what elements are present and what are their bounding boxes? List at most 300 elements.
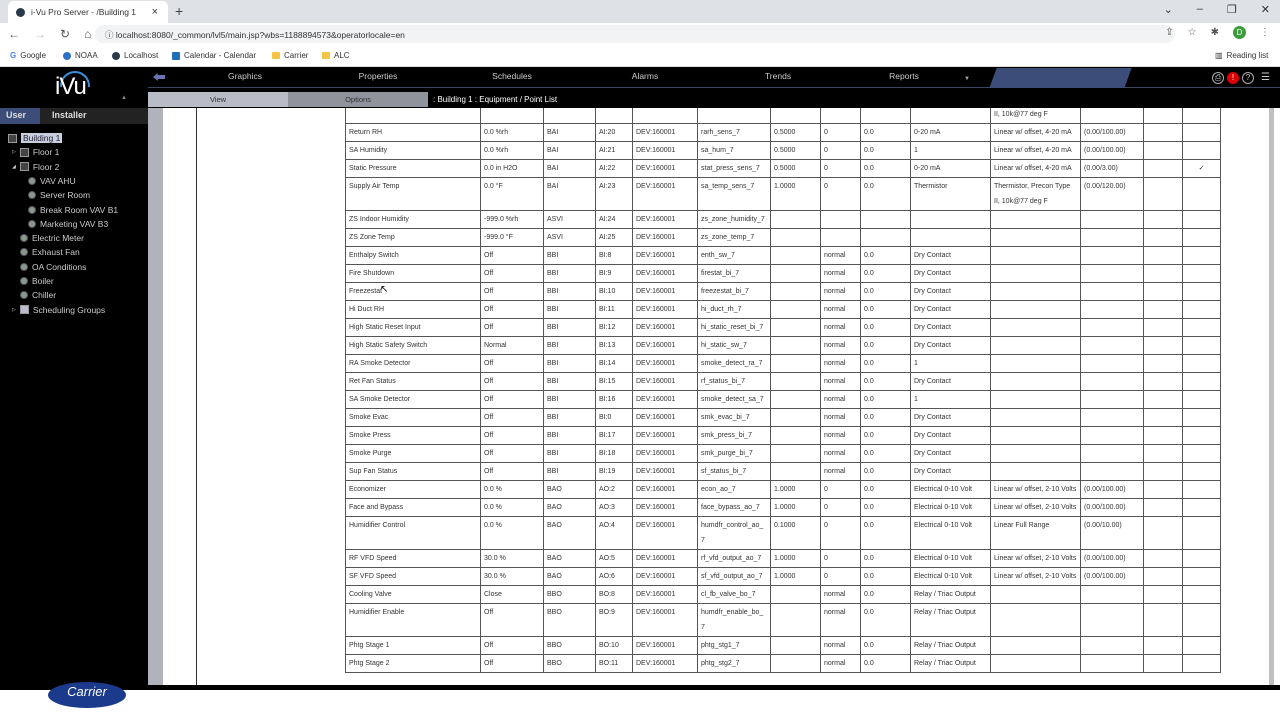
table-cell: Economizer [346, 481, 481, 499]
table-row[interactable] [346, 142, 1221, 160]
table-cell: 0 [821, 568, 861, 586]
table-row[interactable] [346, 409, 1221, 427]
table-row[interactable] [346, 160, 1221, 178]
table-row[interactable] [346, 108, 1221, 124]
table-row[interactable] [346, 124, 1221, 142]
table-cell: DEV:160001 [633, 427, 698, 445]
tree-item-label: Break Room VAV B1 [40, 204, 119, 215]
bookmark-alc[interactable] [322, 51, 350, 60]
table-cell [821, 229, 861, 247]
tree-item[interactable] [20, 247, 80, 257]
url-input[interactable]: ⓘ localhost:8080/_common/lvl5/main.jsp?wbs=1188894573&operatorlocale=en [95, 25, 1175, 43]
table-cell [1183, 391, 1221, 409]
carrier-logo [48, 682, 126, 708]
table-cell: stat_press_sens_7 [698, 160, 771, 178]
table-cell: BAI [544, 178, 596, 211]
table-cell: SA Smoke Detector [346, 391, 481, 409]
point-list-panel [148, 108, 1280, 685]
bookmark-noaa[interactable] [63, 51, 98, 60]
bookmark-google[interactable] [10, 51, 46, 60]
extensions-icon[interactable]: ✱ [1210, 27, 1219, 38]
table-cell: Phtg Stage 2 [346, 655, 481, 673]
table-cell: Off [481, 463, 544, 481]
table-cell: Dry Contact [911, 445, 991, 463]
table-cell [771, 373, 821, 391]
table-cell [1144, 568, 1183, 586]
home-icon[interactable]: ⌂ [84, 27, 92, 41]
breadcrumb: : Building 1 : Equipment / Point List [433, 95, 558, 104]
table-cell [1183, 409, 1221, 427]
reading-list-label: Reading list [1226, 51, 1269, 60]
table-cell: normal [821, 301, 861, 319]
tree-item[interactable] [8, 133, 62, 143]
table-cell: Relay / Triac Output [911, 586, 991, 604]
table-cell: normal [821, 463, 861, 481]
table-row[interactable] [346, 445, 1221, 463]
table-cell [991, 247, 1081, 265]
table-cell: Smoke Evac [346, 409, 481, 427]
table-cell: -999.0 °F [481, 229, 544, 247]
table-cell: phtg_stg1_7 [698, 637, 771, 655]
table-cell: 0.0 [861, 319, 911, 337]
table-cell [1183, 229, 1221, 247]
table-cell [1081, 229, 1144, 247]
table-cell: Dry Contact [911, 463, 991, 481]
table-cell: DEV:160001 [633, 517, 698, 550]
table-cell: DEV:160001 [633, 178, 698, 211]
table-cell [1144, 586, 1183, 604]
table-cell [1144, 211, 1183, 229]
table-cell: BI:19 [596, 463, 633, 481]
table-cell: DEV:160001 [633, 445, 698, 463]
table-cell: BBI [544, 265, 596, 283]
table-cell [1183, 463, 1221, 481]
table-cell: BI:15 [596, 373, 633, 391]
tab-search-icon[interactable]: ⌄ [1163, 4, 1173, 16]
table-cell: 0 [821, 160, 861, 178]
table-cell: rarh_sens_7 [698, 124, 771, 142]
collapse-icon[interactable]: ◢ [12, 163, 16, 170]
table-cell: Freezestat [346, 283, 481, 301]
table-row[interactable] [346, 586, 1221, 604]
table-cell [1183, 445, 1221, 463]
print-icon[interactable]: ⎙ [1212, 72, 1224, 84]
table-cell [1144, 604, 1183, 637]
table-cell: BI:10 [596, 283, 633, 301]
table-cell: Normal [481, 337, 544, 355]
tab-options[interactable]: Options [288, 92, 428, 107]
table-cell [1183, 124, 1221, 142]
table-row[interactable] [346, 229, 1221, 247]
table-cell: normal [821, 445, 861, 463]
table-cell: Humidifier Control [346, 517, 481, 550]
table-row[interactable] [346, 319, 1221, 337]
table-row[interactable] [346, 463, 1221, 481]
table-cell: 0.1000 [771, 517, 821, 550]
tree-item-label: Marketing VAV B3 [40, 218, 109, 229]
profile-avatar[interactable]: D [1233, 26, 1246, 39]
table-cell: ZS Zone Temp [346, 229, 481, 247]
expand-icon[interactable]: ▷ [12, 306, 16, 313]
tab-schedules[interactable]: Schedules [492, 71, 532, 81]
table-cell [1081, 463, 1144, 481]
table-cell: BAI [544, 160, 596, 178]
tab-graphics[interactable]: Graphics [227, 71, 263, 81]
table-cell [861, 108, 911, 124]
close-window-icon[interactable]: ✕ [1260, 4, 1270, 16]
table-cell: DEV:160001 [633, 355, 698, 373]
table-cell: Dry Contact [911, 427, 991, 445]
table-cell [771, 604, 821, 637]
table-cell [1144, 108, 1183, 124]
share-icon[interactable]: ⇪ [1165, 27, 1174, 38]
table-cell: 0 [821, 499, 861, 517]
ivu-favicon-icon [16, 8, 25, 17]
table-cell [1183, 481, 1221, 499]
help-icon[interactable]: ? [1242, 72, 1254, 84]
table-cell: 1 [911, 142, 991, 160]
table-cell [991, 229, 1081, 247]
folder-icon [272, 52, 280, 59]
table-cell: Smoke Purge [346, 445, 481, 463]
expand-icon[interactable]: ▷ [12, 149, 16, 156]
table-cell: Static Pressure [346, 160, 481, 178]
table-cell: Off [481, 373, 544, 391]
bookmark-star-icon[interactable]: ☆ [1187, 27, 1197, 38]
table-cell [596, 108, 633, 124]
forward-icon[interactable]: → [34, 27, 46, 41]
table-cell: (0.00/100.00) [1081, 124, 1144, 142]
table-row[interactable] [346, 355, 1221, 373]
table-cell [771, 108, 821, 124]
table-cell: sf_vfd_output_ao_7 [698, 568, 771, 586]
vertical-scrollbar[interactable] [1269, 108, 1274, 685]
table-cell [1081, 586, 1144, 604]
table-cell: BBO [544, 655, 596, 673]
tree-item[interactable] [12, 147, 59, 157]
table-cell [991, 463, 1081, 481]
table-cell: Off [481, 655, 544, 673]
table-cell: Linear w/ offset, 2-10 Volts [991, 550, 1081, 568]
equipment-icon [20, 291, 28, 299]
tree-item[interactable] [20, 276, 54, 286]
tab-properties[interactable]: Properties [358, 71, 398, 81]
table-cell: DEV:160001 [633, 337, 698, 355]
table-cell [991, 265, 1081, 283]
table-cell: smk_evac_bi_7 [698, 409, 771, 427]
close-tab-icon[interactable]: × [151, 6, 158, 18]
equipment-icon [28, 206, 36, 214]
table-cell: High Static Reset Input [346, 319, 481, 337]
table-cell: (0.00/100.00) [1081, 499, 1144, 517]
url-text: localhost:8080/_common/lvl5/main.jsp?wbs=1188894573&operatorlocale=en [115, 30, 405, 40]
table-cell [1144, 229, 1183, 247]
minimize-icon[interactable]: – [1196, 3, 1203, 15]
table-cell [1144, 319, 1183, 337]
table-row[interactable] [346, 499, 1221, 517]
table-cell: humdfr_enable_bo_7 [698, 604, 771, 637]
table-row[interactable] [346, 211, 1221, 229]
table-cell: BBI [544, 427, 596, 445]
equipment-icon [28, 191, 36, 199]
table-cell [1144, 142, 1183, 160]
tree-item-label: Exhaust Fan [32, 247, 80, 258]
table-cell: rf_status_bi_7 [698, 373, 771, 391]
table-cell [1144, 178, 1183, 211]
table-cell: 30.0 % [481, 550, 544, 568]
table-cell [771, 247, 821, 265]
tab-installer[interactable]: Installer [52, 110, 87, 120]
table-cell: 0.0 [861, 301, 911, 319]
table-cell [911, 229, 991, 247]
restore-icon[interactable]: ❐ [1226, 4, 1237, 16]
tree-item[interactable] [20, 290, 56, 300]
table-cell [1144, 283, 1183, 301]
table-cell: BI:11 [596, 301, 633, 319]
table-cell: zs_zone_humidity_7 [698, 211, 771, 229]
table-cell: 0.0 [861, 337, 911, 355]
reload-icon[interactable]: ↻ [60, 27, 71, 41]
tree-item[interactable] [12, 162, 59, 172]
table-cell: Smoke Press [346, 427, 481, 445]
table-cell [1081, 445, 1144, 463]
tab-view[interactable]: View [148, 92, 288, 107]
panel-divider[interactable] [148, 108, 163, 685]
table-cell: AO:3 [596, 499, 633, 517]
table-cell: Off [481, 604, 544, 637]
table-cell: BBI [544, 337, 596, 355]
table-row[interactable] [346, 604, 1221, 637]
table-cell: 1.0000 [771, 568, 821, 586]
table-cell: 0.0 [861, 604, 911, 637]
table-cell: Linear w/ offset, 2-10 Volts [991, 499, 1081, 517]
table-cell [771, 229, 821, 247]
tree-item-label: Building 1 [23, 133, 61, 143]
table-cell [1144, 655, 1183, 673]
browser-tab[interactable] [8, 1, 168, 23]
table-cell: Relay / Triac Output [911, 655, 991, 673]
bookmark-label: Carrier [284, 51, 309, 60]
table-cell [1183, 108, 1221, 124]
table-cell: hi_static_reset_bi_7 [698, 319, 771, 337]
ivu-logo: iVu [55, 73, 86, 100]
tree-item[interactable] [20, 233, 84, 243]
table-cell: AI:23 [596, 178, 633, 211]
table-cell: Linear w/ offset, 4-20 mA [991, 160, 1081, 178]
equipment-icon [28, 220, 36, 228]
table-cell: SA Humidity [346, 142, 481, 160]
table-cell: BO:8 [596, 586, 633, 604]
table-cell: Thermistor [911, 178, 991, 211]
table-row[interactable] [346, 301, 1221, 319]
table-cell: normal [821, 586, 861, 604]
table-cell: 0.0 %rh [481, 124, 544, 142]
table-cell: BBI [544, 301, 596, 319]
menu-icon[interactable]: ☰ [1261, 72, 1270, 83]
back-icon[interactable]: ← [8, 27, 20, 41]
table-row[interactable] [346, 517, 1221, 550]
table-row[interactable] [346, 391, 1221, 409]
table-cell: smoke_detect_sa_7 [698, 391, 771, 409]
table-cell [991, 391, 1081, 409]
table-cell: 0.0 [861, 637, 911, 655]
table-cell: DEV:160001 [633, 373, 698, 391]
table-cell: 30.0 % [481, 568, 544, 586]
table-cell: DEV:160001 [633, 247, 698, 265]
menu-icon[interactable]: ⋮ [1260, 27, 1270, 38]
tab-trends[interactable]: Trends [764, 71, 792, 81]
table-cell [1183, 283, 1221, 301]
building-icon [20, 162, 29, 171]
table-cell [1144, 247, 1183, 265]
sub-tabs [148, 92, 1280, 107]
table-cell: 0.0 [861, 355, 911, 373]
table-cell: normal [821, 265, 861, 283]
bookmark-carrier[interactable] [272, 51, 308, 60]
table-cell: 0.0 °F [481, 178, 544, 211]
back-arrow-icon[interactable] [153, 73, 165, 81]
bookmark-label: ALC [334, 51, 350, 60]
table-cell: Fire Shutdown [346, 265, 481, 283]
table-cell: BBI [544, 391, 596, 409]
table-cell: ASVI [544, 229, 596, 247]
table-row[interactable] [346, 427, 1221, 445]
table-cell: 0 [821, 481, 861, 499]
tree-item-label: VAV AHU [40, 175, 76, 186]
tree-item[interactable] [28, 219, 108, 229]
folder-icon [20, 305, 29, 314]
table-cell [1183, 586, 1221, 604]
table-cell: Linear w/ offset, 4-20 mA [991, 142, 1081, 160]
table-cell: 0.0 [861, 550, 911, 568]
alarm-icon[interactable]: ! [1227, 72, 1239, 84]
tab-alarms[interactable]: Alarms [631, 71, 659, 81]
table-cell [771, 655, 821, 673]
table-cell [1144, 409, 1183, 427]
table-cell: 1.0000 [771, 499, 821, 517]
table-cell [1081, 391, 1144, 409]
table-cell: Off [481, 319, 544, 337]
table-row[interactable] [346, 247, 1221, 265]
table-cell [1144, 355, 1183, 373]
table-cell: Dry Contact [911, 319, 991, 337]
table-cell [1183, 337, 1221, 355]
table-row[interactable] [346, 481, 1221, 499]
table-cell: face_bypass_ao_7 [698, 499, 771, 517]
table-cell: Linear Full Range [991, 517, 1081, 550]
table-cell: 1.0000 [771, 550, 821, 568]
table-cell [991, 637, 1081, 655]
table-cell: normal [821, 637, 861, 655]
table-cell: DEV:160001 [633, 301, 698, 319]
table-cell: BBO [544, 637, 596, 655]
table-cell: 0.0 [861, 160, 911, 178]
table-cell: Off [481, 355, 544, 373]
table-cell: 1.0000 [771, 481, 821, 499]
table-cell: ZS Indoor Humidity [346, 211, 481, 229]
table-cell [771, 586, 821, 604]
browser-tab-strip [0, 0, 1280, 23]
table-cell: BAO [544, 517, 596, 550]
table-cell: AI:20 [596, 124, 633, 142]
table-row[interactable] [346, 655, 1221, 673]
table-cell: DEV:160001 [633, 160, 698, 178]
collapse-arrow-icon[interactable]: ▲ [121, 95, 127, 101]
table-cell: 0.0 [861, 481, 911, 499]
tree-item-label: Floor 2 [32, 161, 60, 172]
carrier-logo-text: Carrier [67, 684, 107, 699]
tab-reports[interactable]: Reports [889, 71, 919, 81]
table-row[interactable] [346, 265, 1221, 283]
tree-item[interactable] [28, 205, 118, 215]
new-tab-icon[interactable]: + [175, 3, 184, 19]
table-row[interactable] [346, 283, 1221, 301]
table-cell [1081, 409, 1144, 427]
tab-user[interactable]: User [0, 108, 40, 124]
table-cell [1183, 568, 1221, 586]
bookmark-calendar[interactable] [172, 51, 256, 60]
table-cell [1183, 427, 1221, 445]
table-cell: Enthalpy Switch [346, 247, 481, 265]
table-cell: BAO [544, 550, 596, 568]
table-cell: BBI [544, 247, 596, 265]
table-cell: 0.0 [861, 142, 911, 160]
table-cell [1144, 124, 1183, 142]
table-cell: BI:17 [596, 427, 633, 445]
table-row[interactable] [346, 178, 1221, 211]
table-cell: Off [481, 427, 544, 445]
table-cell: normal [821, 373, 861, 391]
reading-list[interactable] [1215, 51, 1268, 60]
table-cell: 0.5000 [771, 160, 821, 178]
bookmark-localhost[interactable] [112, 51, 158, 60]
table-cell: DEV:160001 [633, 586, 698, 604]
table-cell [1081, 211, 1144, 229]
table-cell: sa_hum_7 [698, 142, 771, 160]
table-cell [1183, 655, 1221, 673]
table-cell: AO:5 [596, 550, 633, 568]
tree-item[interactable] [12, 305, 105, 315]
table-cell [1183, 211, 1221, 229]
tree-item[interactable] [28, 190, 90, 200]
horizontal-scrollbar[interactable] [0, 685, 1280, 690]
table-cell: Off [481, 409, 544, 427]
folder-icon [322, 52, 330, 59]
table-cell [991, 283, 1081, 301]
table-cell [1081, 604, 1144, 637]
table-cell: DEV:160001 [633, 283, 698, 301]
tree-item[interactable] [20, 262, 86, 272]
equipment-icon [20, 277, 28, 285]
reports-dropdown-icon[interactable]: ▼ [964, 76, 970, 82]
column-divider [196, 108, 197, 685]
table-cell [1183, 178, 1221, 211]
table-cell [771, 337, 821, 355]
table-cell: DEV:160001 [633, 655, 698, 673]
table-row[interactable] [346, 550, 1221, 568]
table-row[interactable] [346, 337, 1221, 355]
tree-item[interactable] [28, 176, 76, 186]
equipment-icon [20, 248, 28, 256]
table-row[interactable] [346, 373, 1221, 391]
table-row[interactable] [346, 637, 1221, 655]
table-row[interactable] [346, 568, 1221, 586]
address-bar-row [0, 23, 1280, 45]
table-cell: Cooling Valve [346, 586, 481, 604]
table-cell [771, 301, 821, 319]
table-cell: Ret Fan Status [346, 373, 481, 391]
table-cell [1144, 373, 1183, 391]
